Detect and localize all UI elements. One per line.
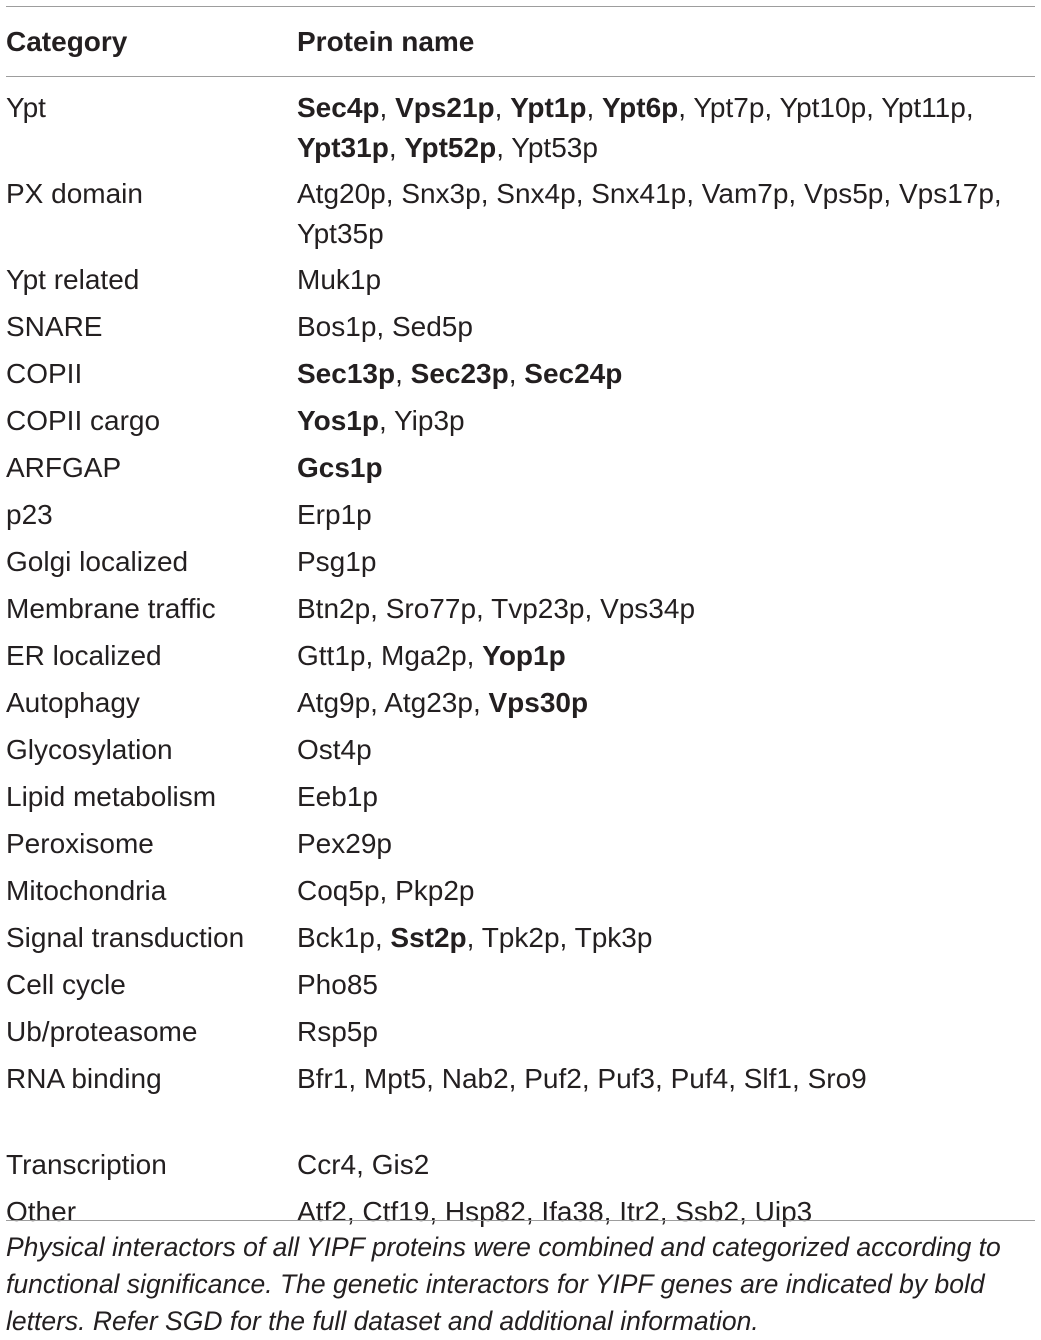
table-row [6, 636, 1035, 683]
header-protein-name: Protein name [297, 25, 475, 57]
protein-name: Pho85 [297, 969, 378, 1000]
protein-name: Atf2 [297, 1196, 347, 1227]
protein-cell: Coq5p, Pkp2p [297, 875, 475, 906]
category-cell: Golgi localized [6, 546, 189, 577]
table-row [6, 1059, 1035, 1139]
category-cell: ER localized [6, 640, 162, 671]
table-row [6, 1012, 1035, 1059]
protein-name-genetic: Sec13p [297, 358, 396, 389]
table-footnote: Physical interactors of all YIPF proteins were combined and categorized according to functional significance. The genetic interactors for YIPF genes are indicated by bold letters. Refer SGD for the full dataset and additional information. [6, 1232, 1001, 1336]
protein-name: Ypt7p [693, 92, 765, 123]
protein-name: Snx3p [401, 178, 481, 209]
protein-name: Ost4p [297, 734, 372, 765]
protein-cell [297, 1012, 1035, 1059]
protein-name-genetic: Sec4p [297, 92, 380, 123]
protein-name: Tvp23p [491, 593, 585, 624]
header-category: Category [6, 25, 128, 57]
category-cell: ARFGAP [6, 452, 122, 483]
protein-name: Ypt10p [779, 92, 867, 123]
protein-name: Ssb2 [675, 1196, 740, 1227]
protein-name: Ypt11p [881, 92, 966, 123]
protein-name: Yip3p [394, 405, 465, 436]
protein-name: Uip3 [754, 1196, 813, 1227]
protein-name: Puf2 [524, 1063, 582, 1094]
protein-name: Sro77p [385, 593, 477, 624]
protein-name: Vps5p [803, 178, 884, 209]
table-row [6, 542, 1035, 589]
category-cell: COPII cargo [6, 405, 161, 436]
protein-name: Muk1p [297, 264, 382, 295]
interactors-table [6, 7, 1035, 1239]
table-row [6, 918, 1035, 965]
protein-name: Ypt35p [297, 218, 384, 249]
protein-name: Puf4 [670, 1063, 729, 1094]
category-cell: Lipid metabolism [6, 781, 217, 812]
protein-name: Vps17p [898, 178, 994, 209]
table-body [6, 76, 1035, 1239]
protein-cell: Gtt1p, Mga2p, Yop1p [297, 640, 566, 671]
protein-cell [297, 254, 1035, 307]
table-row [6, 965, 1035, 1012]
protein-name-genetic: Ypt31p [297, 132, 389, 163]
table-row [6, 354, 1035, 401]
category-cell: Autophagy [6, 687, 140, 718]
table-row [6, 495, 1035, 542]
protein-name: Coq5p [297, 875, 380, 906]
protein-name: Sro9 [807, 1063, 867, 1094]
category-cell: Membrane traffic [6, 593, 216, 624]
table-row [6, 401, 1035, 448]
protein-name-genetic: Sst2p [390, 922, 467, 953]
category-cell: Glycosylation [6, 734, 173, 765]
protein-name: Bos1p [297, 311, 377, 342]
protein-name: Rsp5p [297, 1016, 378, 1047]
table-row [6, 589, 1035, 636]
protein-name: Eeb1p [297, 781, 378, 812]
protein-cell: Bck1p, Sst2p, Tpk2p, Tpk3p [297, 922, 653, 953]
category-cell: RNA binding [6, 1063, 162, 1094]
protein-name-genetic: Ypt52p [404, 132, 497, 163]
category-cell: Peroxisome [6, 828, 154, 859]
table-row [6, 168, 1035, 254]
protein-name: Gtt1p [297, 640, 366, 671]
category-cell: COPII [6, 358, 83, 389]
protein-name: Itr2 [619, 1196, 660, 1227]
table-row [6, 730, 1035, 777]
protein-cell [297, 824, 1035, 871]
protein-cell: Atg9p, Atg23p, Vps30p [297, 687, 589, 718]
category-cell: SNARE [6, 311, 103, 342]
protein-cell: Bfr1, Mpt5, Nab2, Puf2, Puf3, Puf4, Slf1, Sro9 [297, 1063, 867, 1094]
protein-cell: Sec4p, Vps21p, Ypt1p, Ypt6p, Ypt7p, Ypt10p, Ypt11p, Ypt31p, Ypt52p, Ypt53p [297, 92, 974, 163]
table-row [6, 448, 1035, 495]
table-bottom-rule [6, 1220, 1035, 1221]
protein-name: Sed5p [391, 311, 473, 342]
table-row [6, 254, 1035, 307]
protein-name-genetic: Yos1p [297, 405, 379, 436]
category-cell: Other [6, 1196, 77, 1227]
protein-name: Tpk2p [481, 922, 560, 953]
protein-cell [297, 730, 1035, 777]
protein-name: Tpk3p [574, 922, 653, 953]
protein-name: Mpt5 [363, 1063, 427, 1094]
protein-name: Pkp2p [395, 875, 475, 906]
protein-cell [297, 495, 1035, 542]
category-cell: Transcription [6, 1149, 167, 1180]
protein-cell: Yos1p, Yip3p [297, 405, 465, 436]
protein-name-genetic: Ypt6p [602, 92, 679, 123]
protein-name: Pex29p [297, 828, 392, 859]
protein-cell [297, 777, 1035, 824]
protein-name-genetic: Sec23p [410, 358, 509, 389]
protein-name: Gis2 [371, 1149, 430, 1180]
table-row [6, 76, 1035, 168]
protein-name: Erp1p [297, 499, 372, 530]
protein-name: Mga2p [381, 640, 467, 671]
protein-cell [297, 965, 1035, 1012]
protein-name: Ifa38 [541, 1196, 604, 1227]
protein-name-genetic: Ypt1p [510, 92, 587, 123]
category-cell: Mitochondria [6, 875, 167, 906]
protein-name: Snx4p [496, 178, 576, 209]
protein-cell: Bos1p, Sed5p [297, 311, 473, 342]
category-cell: p23 [6, 499, 53, 530]
protein-name: Atg9p [297, 687, 371, 718]
protein-name: Ypt53p [511, 132, 598, 163]
protein-cell: Sec13p, Sec23p, Sec24p [297, 358, 623, 389]
category-cell: Ypt related [6, 264, 140, 295]
protein-name: Snx41p [591, 178, 687, 209]
protein-name-genetic: Vps30p [488, 687, 589, 718]
protein-cell [297, 448, 1035, 495]
protein-cell [297, 542, 1035, 589]
table-row [6, 871, 1035, 918]
protein-name: Atg23p [384, 687, 473, 718]
category-cell: Cell cycle [6, 969, 126, 1000]
protein-name: Nab2 [441, 1063, 509, 1094]
table-row [6, 777, 1035, 824]
protein-cell: Atg20p, Snx3p, Snx4p, Snx41p, Vam7p, Vps5p, Vps17p, Ypt35p [297, 178, 1002, 249]
protein-name: Vam7p [701, 178, 789, 209]
protein-name: Ctf19 [362, 1196, 430, 1227]
category-cell: Ypt [6, 92, 46, 123]
protein-name: Atg20p [297, 178, 386, 209]
table-header-row [6, 7, 1035, 76]
protein-name: Ccr4 [297, 1149, 357, 1180]
protein-cell: Ccr4, Gis2 [297, 1149, 430, 1180]
protein-name: Slf1 [743, 1063, 792, 1094]
category-cell: Signal transduction [6, 922, 245, 953]
protein-name: Puf3 [597, 1063, 656, 1094]
protein-name: Hsp82 [444, 1196, 526, 1227]
table-row [6, 1139, 1035, 1192]
table-row [6, 683, 1035, 730]
table-row [6, 824, 1035, 871]
protein-name: Vps34p [600, 593, 696, 624]
protein-name-genetic: Vps21p [395, 92, 495, 123]
protein-name-genetic: Yop1p [482, 640, 566, 671]
protein-name: Bck1p [297, 922, 375, 953]
protein-name-genetic: Sec24p [524, 358, 623, 389]
protein-name: Psg1p [297, 546, 377, 577]
category-cell: PX domain [6, 178, 143, 209]
protein-name: Btn2p [297, 593, 371, 624]
protein-name: Bfr1 [297, 1063, 349, 1094]
protein-cell: Atf2, Ctf19, Hsp82, Ifa38, Itr2, Ssb2, Uip3 [297, 1196, 813, 1227]
category-cell: Ub/proteasome [6, 1016, 198, 1047]
table-row [6, 307, 1035, 354]
protein-cell: Btn2p, Sro77p, Tvp23p, Vps34p [297, 593, 696, 624]
protein-name-genetic: Gcs1p [297, 452, 383, 483]
